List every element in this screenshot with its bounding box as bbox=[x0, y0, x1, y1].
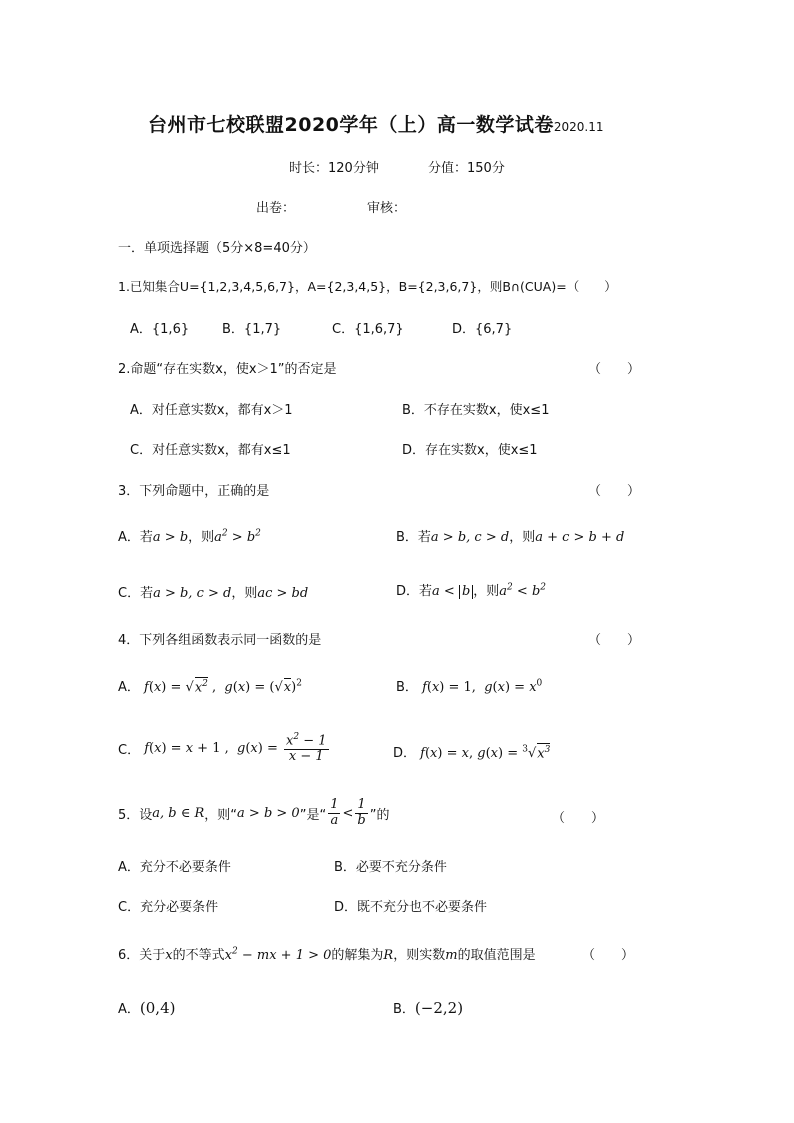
q6-b-interval: (−2,2) bbox=[414, 999, 464, 1017]
q5-paren: （ ） bbox=[552, 811, 605, 826]
q1-option-c: C．{1,6,7} bbox=[332, 322, 404, 337]
q3-option-b: B．若a > b, c > d，则a + c > b + d bbox=[396, 530, 625, 545]
q3-a-concl: $a^2 > b^2$ bbox=[214, 528, 261, 545]
exam-score: 分值：150分 bbox=[428, 161, 505, 176]
q6-option-a: A．(0,4) bbox=[118, 999, 176, 1017]
q5-cond2: $\frac{1}{a}$ bbox=[330, 797, 339, 828]
q5-option-b: B．必要不充分条件 bbox=[334, 860, 447, 875]
exam-reviewer: 审核： bbox=[367, 201, 407, 216]
q4-d-expr: f bbox=[420, 746, 425, 761]
q3-d-cond: a < b bbox=[432, 584, 473, 599]
q4-option-c: C． f(x) = x + 1 , g(x) = $\frac{x^2 - 1}{x - 1}$ bbox=[118, 732, 327, 765]
exam-title bbox=[148, 110, 604, 137]
q1-stem: 1.已知集合U={1,2,3,4,5,6,7}，A={2,3,4,5}，B={2,3,6,7}，则B∩(CUA)=（ ） bbox=[118, 279, 617, 294]
exam-title-text: 台州市七校联盟2020学年（上）高一数学试卷 bbox=[148, 114, 554, 136]
q6-a-interval: (0,4) bbox=[139, 999, 176, 1017]
q3-d-concl: $a^2 < b^2$ bbox=[499, 582, 546, 599]
q3-option-a: A．若a > b，则$a^2 > b^2$ bbox=[118, 528, 261, 545]
q3-c-cond: a > b, c > d bbox=[153, 586, 232, 601]
q5-option-a: A．充分不必要条件 bbox=[118, 860, 231, 875]
q6-paren: （ ） bbox=[582, 948, 635, 963]
q6-option-b: B．(−2,2) bbox=[393, 999, 464, 1017]
q2-stem: 2.命题“存在实数x，使x＞1”的否定是 bbox=[118, 362, 337, 377]
q5-option-c: C．充分必要条件 bbox=[118, 900, 219, 915]
q2-option-b: B．不存在实数x，使x≤1 bbox=[402, 403, 550, 418]
q1-option-d: D．{6,7} bbox=[452, 322, 513, 337]
q3-paren: （ ） bbox=[588, 484, 641, 499]
q4-b-expr: f bbox=[422, 680, 427, 695]
q5-stem: 5．设a, b ∈ R，则“a > b > 0”是“ $\frac{1}{a}$ < $\frac{1}{b}$ ”的 bbox=[118, 797, 390, 828]
q5-cond1: a > b > 0 bbox=[237, 805, 300, 821]
q3-option-c: C．若a > b, c > d，则ac > bd bbox=[118, 586, 309, 601]
q4-option-b: B． f(x) = 1, $g(x) = x^0$ bbox=[396, 678, 543, 695]
q4-stem: 4．下列各组函数表示同一函数的是 bbox=[118, 633, 322, 648]
q1-option-a: A．{1,6} bbox=[130, 322, 190, 337]
q3-c-concl: ac > bd bbox=[257, 586, 309, 601]
q3-option-d: D．若a < b ，则$a^2 < b^2$ bbox=[396, 582, 546, 599]
q2-option-d: D．存在实数x，使x≤1 bbox=[402, 443, 538, 458]
q6-stem: 6．关于x的不等式$x^2$ − mx + 1 > 0的解集为R，则实数m的取值范围是 bbox=[118, 946, 536, 963]
q3-b-cond: a > b, c > d bbox=[430, 530, 510, 545]
exam-date: 2020.11 bbox=[553, 120, 604, 134]
q5-option-d: D．既不充分也不必要条件 bbox=[334, 900, 488, 915]
q4-option-d: D． f(x) = x, $g(x) = ^3√x^3$ bbox=[393, 744, 551, 761]
q3-a-cond: a > b bbox=[152, 530, 189, 545]
q6-inequality: $x^2$ − mx + 1 > 0 bbox=[224, 946, 332, 963]
q4-a-expr: f bbox=[144, 680, 149, 695]
section-heading: 一．单项选择题（5分×8=40分） bbox=[118, 241, 316, 256]
q2-paren: （ ） bbox=[588, 362, 641, 377]
q1-option-b: B．{1,7} bbox=[222, 322, 282, 337]
q3-stem: 3．下列命题中，正确的是 bbox=[118, 484, 270, 499]
q4-option-a: A． $f(x) = √x^2$ , $g(x) = (√x)^2$ bbox=[118, 678, 302, 695]
exam-setter: 出卷： bbox=[256, 201, 296, 216]
q3-b-concl: a + c > b + d bbox=[535, 530, 625, 545]
q5-set-cond: a, b ∈ R bbox=[152, 805, 205, 821]
q4-c-expr: f bbox=[144, 741, 150, 757]
q2-option-c: C．对任意实数x，都有x≤1 bbox=[130, 443, 291, 458]
exam-duration: 时长：120分钟 bbox=[289, 161, 379, 176]
q2-option-a: A．对任意实数x，都有x＞1 bbox=[130, 403, 293, 418]
q4-paren: （ ） bbox=[588, 633, 641, 648]
